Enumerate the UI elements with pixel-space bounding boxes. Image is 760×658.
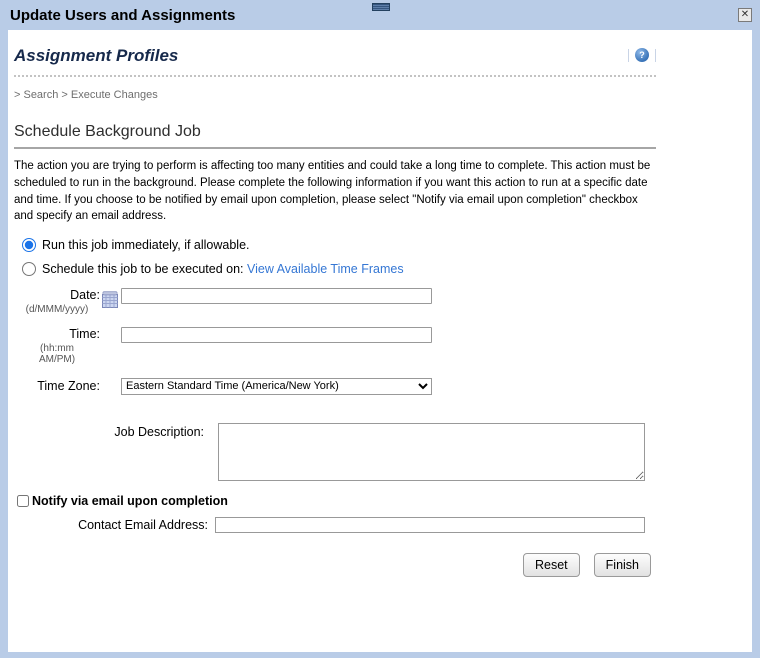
job-description-row (14, 423, 656, 481)
time-zone-row (14, 377, 656, 395)
app-header (14, 44, 656, 66)
help-group (628, 48, 656, 62)
date-format-hint: (d/MMM/yyyy) (25, 304, 89, 316)
time-format-hint-1: (hh:mm (40, 343, 74, 355)
close-icon[interactable]: ✕ (738, 8, 752, 22)
radio-schedule[interactable] (22, 262, 36, 276)
schedule-option-group (14, 238, 656, 276)
notify-label[interactable]: Notify via email upon completion (32, 494, 228, 509)
time-row (14, 327, 656, 365)
schedule-option[interactable] (14, 262, 656, 276)
separator-bar (628, 49, 629, 62)
time-zone-select[interactable] (121, 378, 432, 395)
notify-row[interactable] (14, 494, 656, 508)
time-label: Time: (69, 327, 100, 342)
drag-handle-icon[interactable] (372, 3, 390, 11)
section-heading: Schedule Background Job (14, 123, 656, 149)
contact-email-input[interactable] (215, 517, 645, 533)
reset-button[interactable]: Reset (523, 553, 580, 577)
finish-button[interactable]: Finish (594, 553, 651, 577)
date-label: Date: (70, 288, 100, 303)
dialog-content (8, 30, 752, 652)
run-immediately-label[interactable]: Run this job immediately, if allowable. (42, 238, 250, 253)
breadcrumb: > Search > Execute Changes (14, 89, 158, 101)
time-format-hint-2: AM/PM) (38, 354, 76, 366)
notify-checkbox[interactable] (17, 495, 29, 507)
view-time-frames-link[interactable]: View Available Time Frames (247, 262, 404, 277)
contact-email-row (14, 517, 656, 533)
time-zone-label: Time Zone: (37, 379, 100, 394)
separator-bar (655, 49, 656, 62)
time-input[interactable] (121, 327, 432, 343)
job-description-textarea[interactable] (218, 423, 645, 481)
window-title: Update Users and Assignments (10, 6, 236, 24)
schedule-form (14, 288, 656, 577)
date-input[interactable] (121, 288, 432, 304)
help-icon[interactable]: ? (635, 48, 649, 62)
schedule-label[interactable]: Schedule this job to be executed on: (42, 262, 244, 277)
run-immediately-option[interactable] (14, 238, 656, 252)
action-buttons (14, 553, 651, 577)
title-bar (0, 0, 760, 30)
calendar-icon[interactable] (102, 291, 119, 309)
radio-run-immediately[interactable] (22, 238, 36, 252)
contact-email-label: Contact Email Address: (78, 518, 208, 533)
date-row (14, 288, 656, 315)
job-description-label: Job Description: (114, 425, 204, 440)
page-title: Assignment Profiles (14, 46, 179, 65)
section-description: The action you are trying to perform is affecting too many entities and could take a long time to complete. This action must be scheduled to run in the background. Please complete the following information if you want this action to run at a specific date and time. If you choose to be notified by email upon completion, please select "Notify via email upon completion" checkbox and specify an email address. (14, 160, 651, 223)
dotted-divider (14, 75, 656, 77)
